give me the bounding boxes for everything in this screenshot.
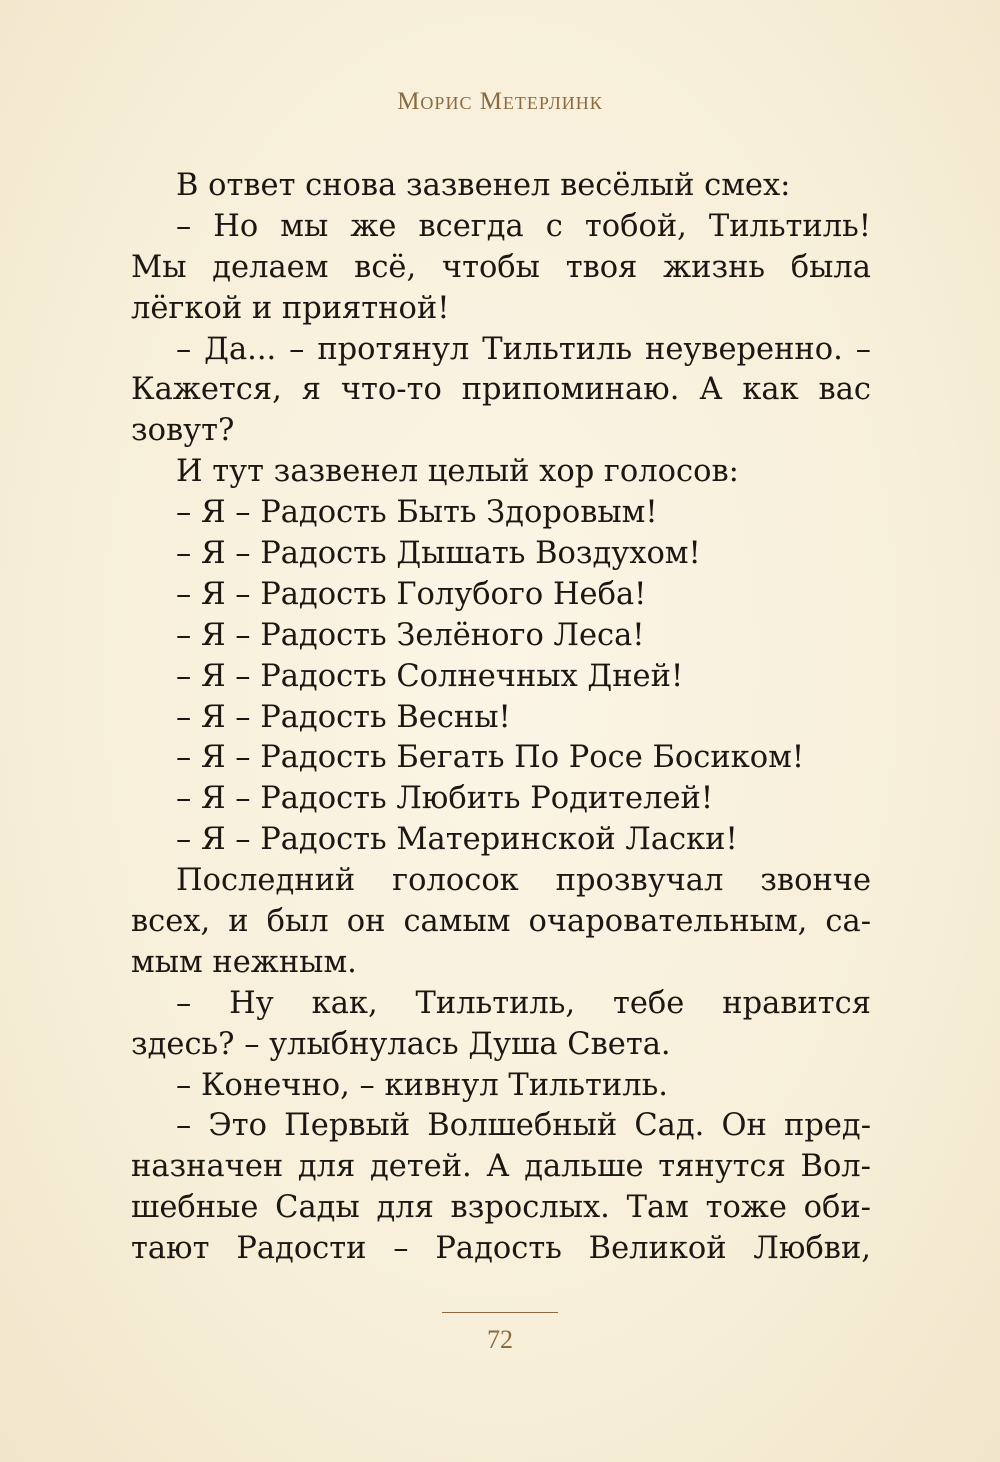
text-line: назначен для детей. А дальше тянутся Вол-	[131, 1149, 871, 1185]
text-line: тают Радости – Радость Великой Любви,	[131, 1231, 871, 1267]
text-line: всех, и был он самым очаровательным, са-	[131, 904, 871, 940]
body-text	[131, 166, 871, 1270]
text-line: – Я – Радость Зелёного Леса!	[176, 617, 645, 653]
text-line: – Ну как, Тильтиль, тебе нравится	[176, 985, 871, 1021]
text-line: – Я – Радость Солнечных Дней!	[176, 658, 684, 694]
text-line: Мы делаем всё, чтобы твоя жизнь была	[131, 249, 871, 285]
text-line: – Но мы же всегда с тобой, Тильтиль!	[176, 208, 871, 244]
text-line: – Я – Радость Бегать По Росе Босиком!	[176, 740, 805, 776]
text-line: – Я – Радость Быть Здоровым!	[176, 495, 658, 531]
text-line: – Да... – протянул Тильтиль неуверенно. –	[176, 331, 871, 367]
text-line: – Я – Радость Любить Родителей!	[176, 781, 714, 817]
text-line: – Конечно, – кивнул Тильтиль.	[176, 1067, 668, 1103]
page-number: 72	[487, 1325, 513, 1354]
text-line: – Я – Радость Голубого Неба!	[176, 576, 647, 612]
running-head: Морис Метерлинк	[397, 88, 603, 115]
text-line: зовут?	[131, 413, 235, 449]
text-line: Последний голосок прозвучал звонче	[176, 863, 871, 899]
text-line: мым нежным.	[131, 944, 357, 980]
text-line: – Я – Радость Материнской Ласки!	[176, 822, 738, 858]
text-line: лёгкой и приятной!	[131, 290, 450, 326]
footer-rule	[442, 1312, 558, 1313]
text-line: Кажется, я что-то припоминаю. А как вас	[131, 372, 871, 408]
text-line: шебные Сады для взрослых. Там тоже оби-	[131, 1190, 871, 1226]
text-line: В ответ снова зазвенел весёлый смех:	[176, 168, 791, 203]
text-line: – Это Первый Волшебный Сад. Он пред-	[176, 1108, 871, 1144]
text-line: – Я – Радость Весны!	[176, 699, 511, 735]
text-line: – Я – Радость Дышать Воздухом!	[176, 536, 701, 572]
text-line: здесь? – улыбнулась Душа Света.	[131, 1026, 671, 1062]
text-line: И тут зазвенел целый хор голосов:	[176, 454, 739, 490]
